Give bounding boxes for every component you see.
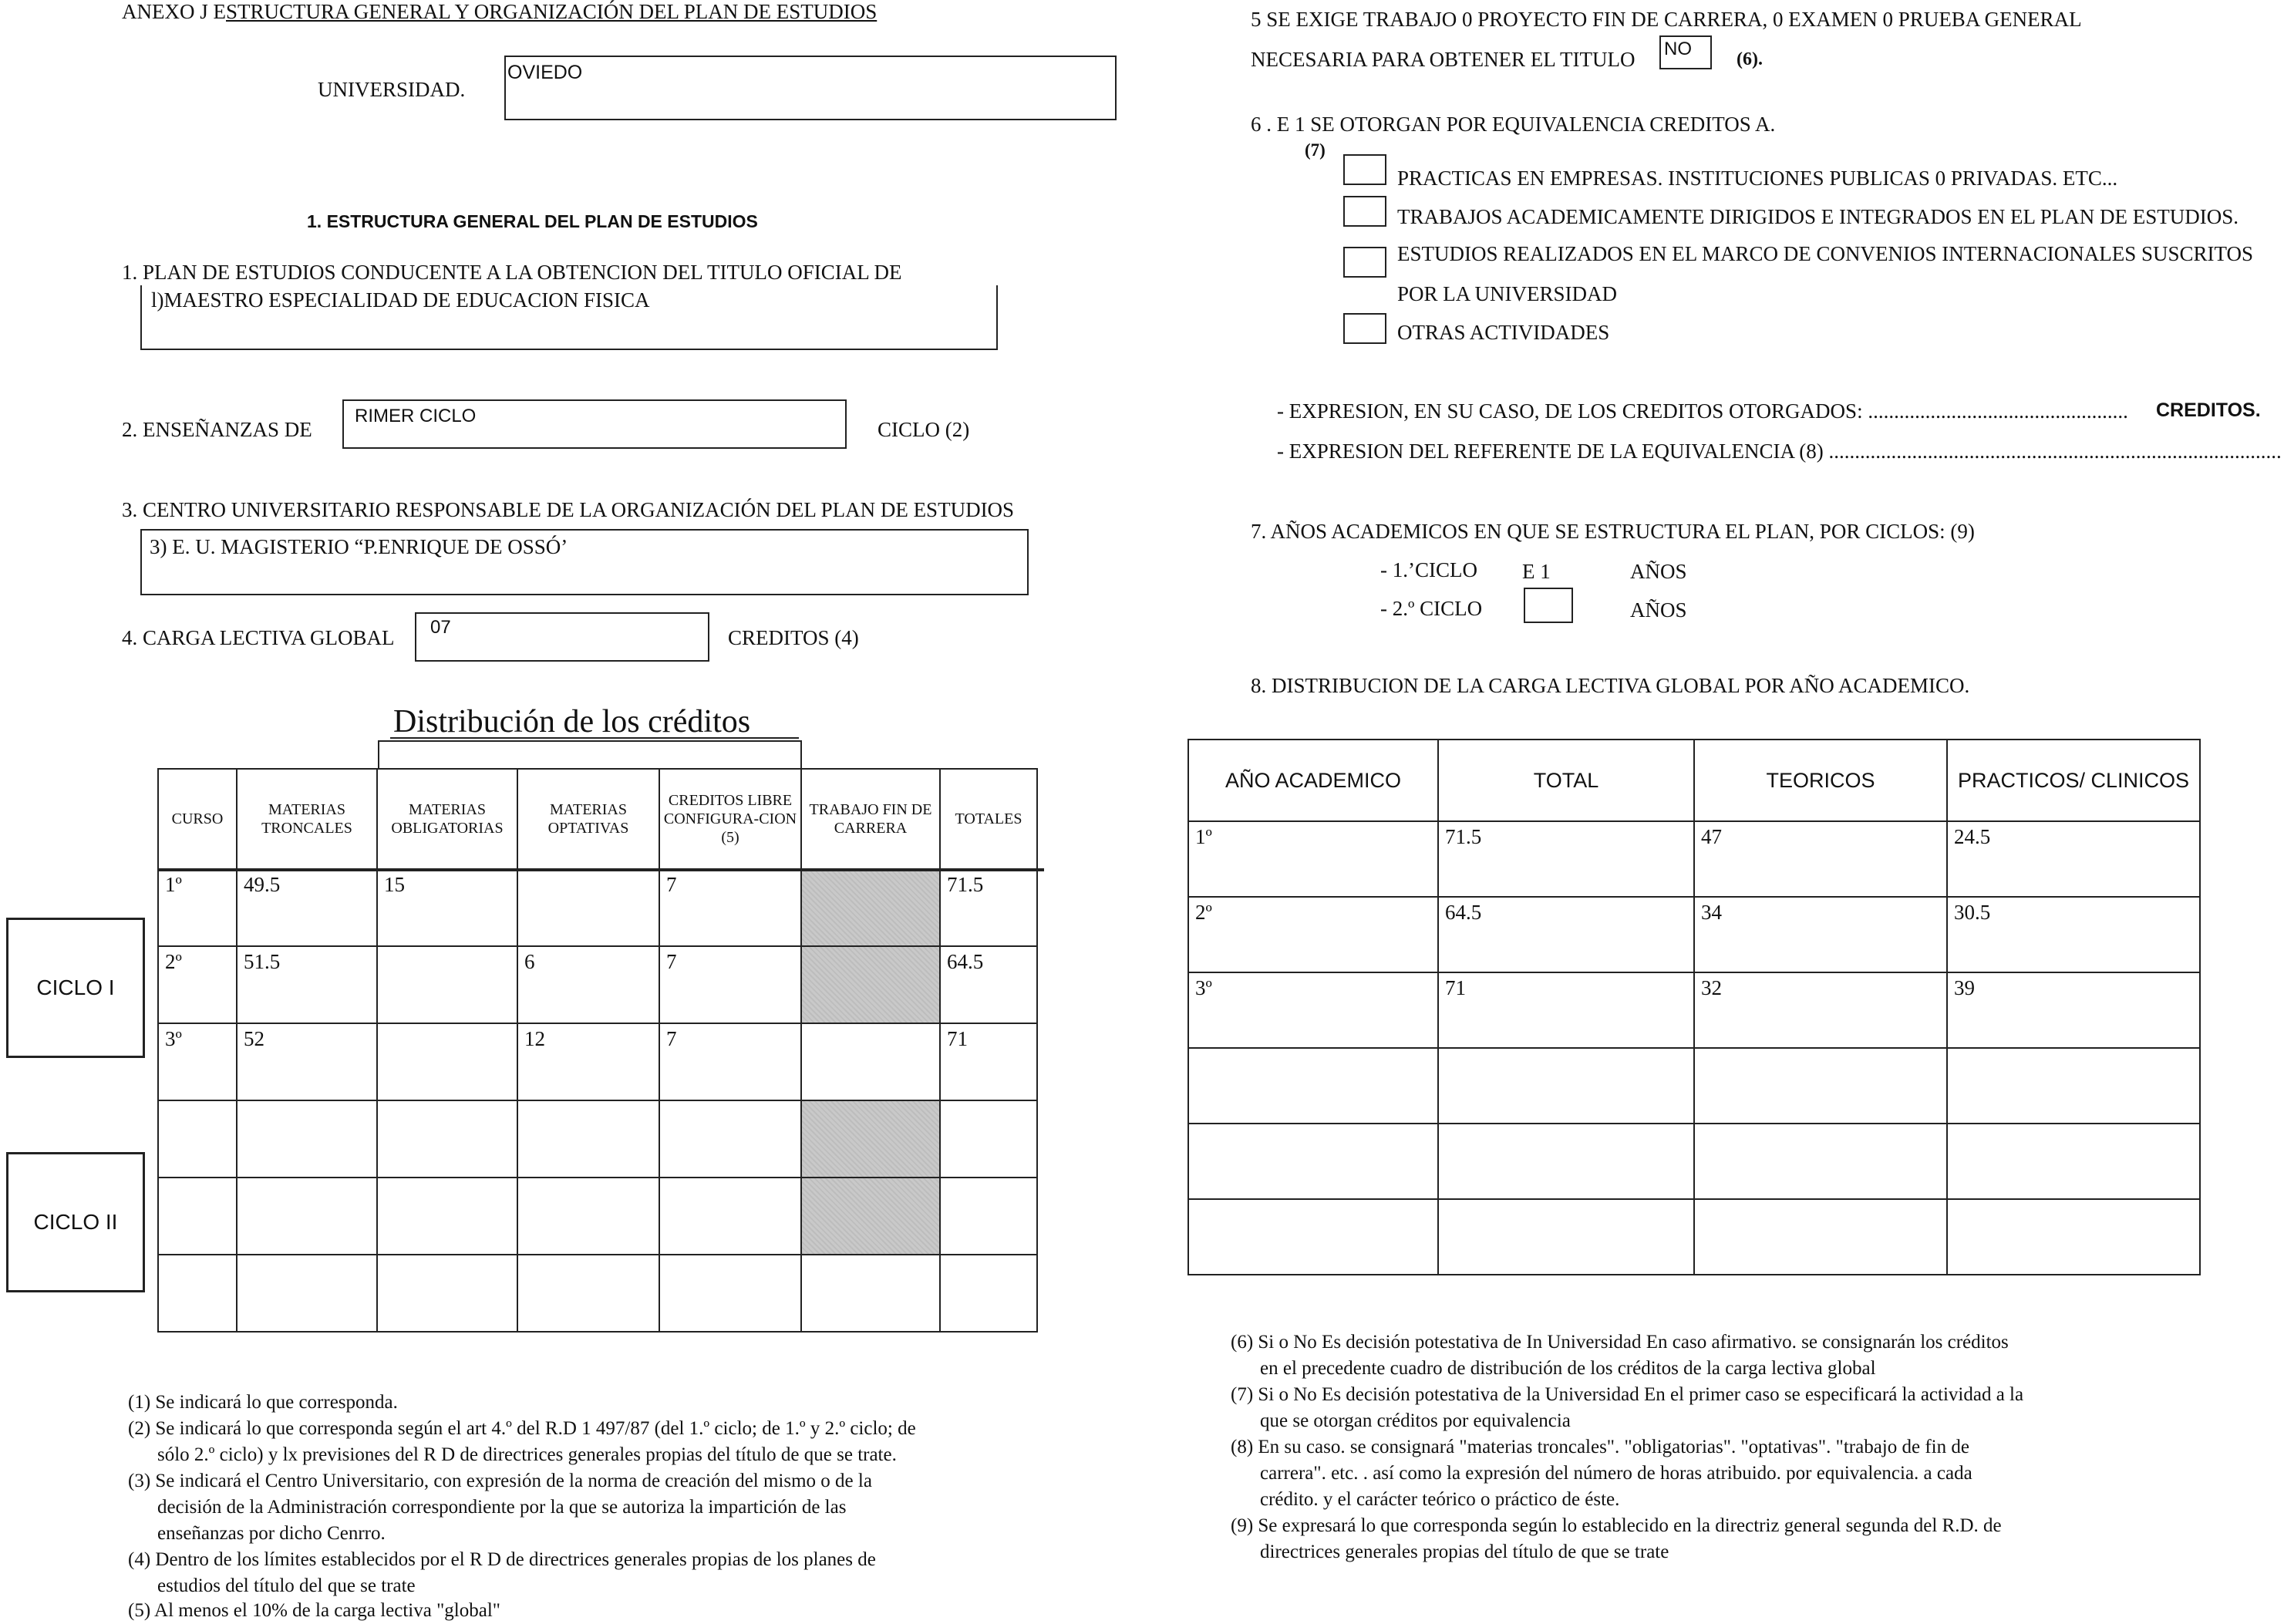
cycle2-years-label: - 2.º CICLO (1380, 597, 1483, 620)
table-cell (158, 1178, 237, 1255)
table-cell: 12 (517, 1023, 659, 1100)
university-field[interactable] (504, 56, 1117, 120)
table-cell (940, 1178, 1037, 1255)
item1-label: 1. PLAN DE ESTUDIOS CONDUCENTE A LA OBTENCION DEL TITULO OFICIAL DE (122, 261, 902, 284)
table-cell: 71 (1438, 972, 1694, 1048)
table-cell (801, 1255, 940, 1332)
item8-label: 8. DISTRIBUCION DE LA CARGA LECTIVA GLOBAL POR AÑO ACADEMICO. (1251, 674, 1970, 697)
footnote-3: (3) Se indicará el Centro Universitario, con expresión de la norma de creación del mismo o de la decisión de la Administración correspondiente por la que se autoriza la impartición de las enseñanzas por dicho Cenrro. (128, 1471, 872, 1544)
option-trabajos-checkbox[interactable] (1343, 196, 1386, 227)
item2-label: 2. ENSEÑANZAS DE (122, 418, 312, 441)
table-cell: 34 (1694, 897, 1947, 972)
final-project-field[interactable] (1659, 35, 1712, 69)
table-cell (1188, 1048, 1438, 1124)
footnote-4: (4) Dentro de los límites establecidos por el R D de directrices generales propias de los planes de estudios del título del que se trate (128, 1549, 876, 1596)
table-cell (659, 1100, 801, 1178)
header-troncales: MATERIAS TRONCALES (237, 769, 377, 869)
item2-suffix: CICLO (2) (878, 418, 970, 441)
table-cell (517, 1178, 659, 1255)
table-cell (1947, 1048, 2200, 1124)
table-cell (377, 1023, 517, 1100)
university-value: OVIEDO (507, 62, 583, 83)
option-practicas-checkbox[interactable] (1343, 154, 1386, 185)
table-cell (1694, 1048, 1947, 1124)
section-title: 1. ESTRUCTURA GENERAL DEL PLAN DE ESTUDIOS (307, 211, 758, 231)
table-cell (158, 1255, 237, 1332)
option-estudios-label: ESTUDIOS REALIZADOS EN EL MARCO DE CONVENIOS INTERNACIONALES SUSCRITOS (1397, 242, 2254, 265)
table-row (1188, 1124, 2200, 1199)
footnote-7: (7) Si o No Es decisión potestativa de la Universidad En el primer caso se especificará la actividad a la que se otorgan créditos por equivalencia (1231, 1384, 2024, 1431)
title-underline (390, 737, 799, 739)
item5-ref: (6). (1737, 49, 1763, 69)
university-label: UNIVERSIDAD. (318, 78, 466, 101)
header-optativas: MATERIAS OPTATIVAS (517, 769, 659, 869)
row-divider-line (157, 868, 1044, 871)
footnote-8: (8) En su caso. se consignará "materias troncales". "obligatorias". "optativas". "trabajo de fin de carrera". etc. . así como la expresión del número de horas atribuido. por equivalencia. a cada crédito. y el carácter teórico o práctico de éste. (1231, 1437, 1972, 1510)
degree-title-field[interactable] (140, 285, 998, 350)
table-cell: 1º (158, 869, 237, 946)
item4-suffix: CREDITOS (4) (728, 626, 859, 649)
table-cell: 71 (940, 1023, 1037, 1100)
table-cell: 71.5 (1438, 821, 1694, 897)
table-row (1188, 1048, 2200, 1124)
table-cell: 3º (1188, 972, 1438, 1048)
table-row (158, 1100, 1037, 1178)
footnote-5: (5) Al menos el 10% de la carga lectiva "global" (128, 1600, 500, 1621)
table-cell: 39 (1947, 972, 2200, 1048)
cycle1-years-unit: AÑOS (1630, 560, 1687, 583)
credit-load-value: 07 (430, 617, 451, 638)
cycle1-label: CICLO I (36, 975, 115, 999)
table-cell (1947, 1124, 2200, 1199)
table-cell (517, 1255, 659, 1332)
table-cell: 7 (659, 869, 801, 946)
table-row (1188, 1199, 2200, 1275)
table-cell (377, 1100, 517, 1178)
item5-line2: NECESARIA PARA OBTENER EL TITULO (1251, 48, 1636, 71)
degree-title-value: l)MAESTRO ESPECIALIDAD DE EDUCACION FISICA (151, 288, 650, 312)
header-theoretical: TEORICOS (1694, 740, 1947, 821)
table-cell: 64.5 (1438, 897, 1694, 972)
footnote-2: (2) Se indicará lo que corresponda según el art 4.º del R.D 1 497/87 (del 1.º ciclo; de 1.º y 2.º ciclo; de sólo 2.º ciclo) y lx previsiones del R D de directrices generales propias del título de que se trate. (128, 1418, 916, 1465)
table-cell (1438, 1048, 1694, 1124)
footnote-9: (9) Se expresará lo que corresponda según lo establecido en la directriz general segunda del R.D. de directrices generales propias del título de que se trate (1231, 1515, 2002, 1562)
table-cell (517, 1100, 659, 1178)
item6-label: 6 . E 1 SE OTORGAN POR EQUIVALENCIA CREDITOS A. (1251, 113, 1776, 136)
header-libre: CREDITOS LIBRE CONFIGURA-CION (5) (659, 769, 801, 869)
table-cell (940, 1100, 1037, 1178)
item6-ref: (7) (1305, 140, 1326, 160)
table-cell: 51.5 (237, 946, 377, 1023)
item4-label: 4. CARGA LECTIVA GLOBAL (122, 626, 395, 649)
cycle-field[interactable] (342, 399, 847, 449)
table-cell: 2º (158, 946, 237, 1023)
table-cell (801, 1023, 940, 1100)
option-estudios-label-cont: POR LA UNIVERSIDAD (1397, 282, 1618, 305)
table-cell (237, 1100, 377, 1178)
header-bracket-line (378, 740, 802, 770)
credits-distribution-table (157, 768, 1038, 1333)
credits-expression-unit: CREDITOS. (2156, 399, 2261, 421)
table-cell (1188, 1124, 1438, 1199)
table-row (158, 1023, 1037, 1100)
shaded-cell (801, 1100, 940, 1178)
table-row (158, 1255, 1037, 1332)
cycle2-box (6, 1152, 145, 1292)
table-cell (237, 1255, 377, 1332)
equivalence-reference: - EXPRESION DEL REFERENTE DE LA EQUIVALENCIA (8) ....................................................................................... (1277, 440, 2282, 463)
cycle2-years-field[interactable] (1524, 588, 1573, 623)
item7-label: 7. AÑOS ACADEMICOS EN QUE SE ESTRUCTURA EL PLAN, POR CICLOS: (9) (1251, 520, 1975, 543)
shaded-cell (801, 869, 940, 946)
credits-expression: - EXPRESION, EN SU CASO, DE LOS CREDITOS OTORGADOS: .................................................. (1277, 399, 2128, 423)
distribution-title: Distribución de los créditos (393, 704, 751, 740)
center-field[interactable] (140, 529, 1029, 595)
table-cell: 71.5 (940, 869, 1037, 946)
table-row (158, 1178, 1037, 1255)
shaded-cell (801, 946, 940, 1023)
header-totales: TOTALES (940, 769, 1037, 869)
table-row (1188, 821, 2200, 897)
table-cell (377, 1255, 517, 1332)
table-cell (1438, 1199, 1694, 1275)
table-cell (237, 1178, 377, 1255)
table-cell: 7 (659, 1023, 801, 1100)
table-cell (1438, 1124, 1694, 1199)
table-cell (377, 1178, 517, 1255)
header-total: TOTAL (1438, 740, 1694, 821)
footnote-6: (6) Si o No Es decisión potestativa de In Universidad En caso afirmativo. se consignarán los créditos en el precedente cuadro de distribución de los créditos de la carga lectiva global (1231, 1332, 2009, 1379)
table-cell (659, 1255, 801, 1332)
table-cell (1694, 1199, 1947, 1275)
cycle2-years-unit: AÑOS (1630, 598, 1687, 622)
option-trabajos-label: TRABAJOS ACADEMICAMENTE DIRIGIDOS E INTEGRADOS EN EL PLAN DE ESTUDIOS. (1397, 205, 2239, 228)
table-cell: 24.5 (1947, 821, 2200, 897)
annex-title: ANEXO J ESTRUCTURA GENERAL Y ORGANIZACIÓN DEL PLAN DE ESTUDIOS (122, 0, 878, 23)
table-cell (1694, 1124, 1947, 1199)
table-cell: 64.5 (940, 946, 1037, 1023)
table-row (158, 946, 1037, 1023)
cycle2-label: CICLO II (33, 1210, 118, 1234)
shaded-cell (801, 1178, 940, 1255)
table-cell (659, 1178, 801, 1255)
table-cell: 1º (1188, 821, 1438, 897)
cycle1-box (6, 918, 145, 1058)
center-value: 3) E. U. MAGISTERIO “P.ENRIQUE DE OSSÓ’ (150, 535, 568, 558)
credit-load-field[interactable] (415, 612, 709, 662)
table-row (158, 869, 1037, 946)
table-cell: 49.5 (237, 869, 377, 946)
cycle1-years-label: - 1.’CICLO (1380, 558, 1477, 581)
option-estudios-checkbox[interactable] (1343, 247, 1386, 278)
table-cell (940, 1255, 1037, 1332)
table-cell (517, 869, 659, 946)
header-obligatorias: MATERIAS OBLIGATORIAS (377, 769, 517, 869)
header-practical: PRACTICOS/ CLINICOS (1947, 740, 2200, 821)
table-row (1188, 897, 2200, 972)
load-by-year-table (1187, 739, 2201, 1275)
table-cell: 6 (517, 946, 659, 1023)
table-cell: 3º (158, 1023, 237, 1100)
cycle-value: RIMER CICLO (355, 406, 477, 426)
table-cell (1188, 1199, 1438, 1275)
final-project-value: NO (1664, 39, 1692, 59)
table-cell: 15 (377, 869, 517, 946)
cycle1-years-value: E 1 (1522, 560, 1551, 583)
table-row (1188, 972, 2200, 1048)
table-cell: 7 (659, 946, 801, 1023)
header-year: AÑO ACADEMICO (1188, 740, 1438, 821)
item5-line1: 5 SE EXIGE TRABAJO 0 PROYECTO FIN DE CARRERA, 0 EXAMEN 0 PRUEBA GENERAL (1251, 8, 2082, 31)
table-cell (158, 1100, 237, 1178)
table-cell: 52 (237, 1023, 377, 1100)
table-cell: 32 (1694, 972, 1947, 1048)
footnote-1: (1) Se indicará lo que corresponda. (128, 1392, 398, 1413)
option-otras-label: OTRAS ACTIVIDADES (1397, 321, 1610, 344)
table-cell (1947, 1199, 2200, 1275)
header-trabajo: TRABAJO FIN DE CARRERA (801, 769, 940, 869)
item3-label: 3. CENTRO UNIVERSITARIO RESPONSABLE DE LA ORGANIZACIÓN DEL PLAN DE ESTUDIOS (122, 498, 1015, 521)
option-otras-checkbox[interactable] (1343, 313, 1386, 344)
table-cell: 47 (1694, 821, 1947, 897)
table-cell: 30.5 (1947, 897, 2200, 972)
table-cell (377, 946, 517, 1023)
header-curso: CURSO (158, 769, 237, 869)
option-practicas-label: PRACTICAS EN EMPRESAS. INSTITUCIONES PUBLICAS 0 PRIVADAS. ETC... (1397, 167, 2118, 190)
table-cell: 2º (1188, 897, 1438, 972)
